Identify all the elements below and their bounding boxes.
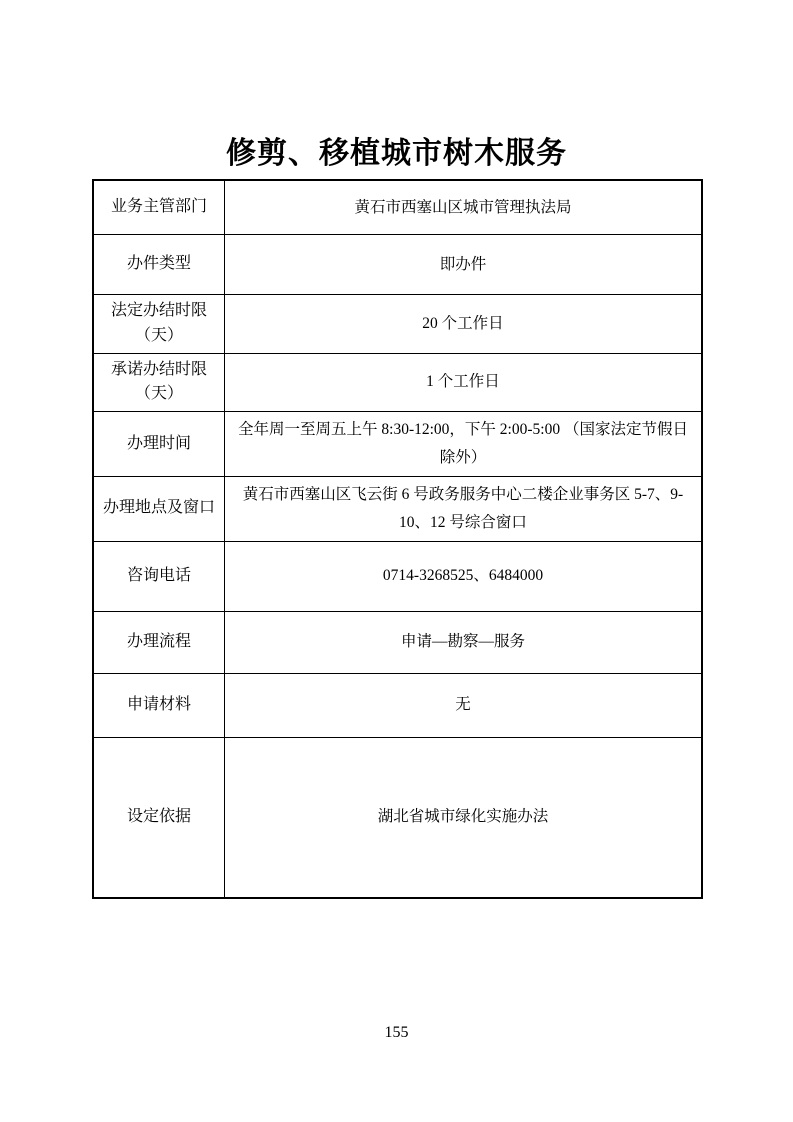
row-label: 办理时间	[94, 412, 225, 476]
row-label: 办理流程	[94, 612, 225, 673]
table-row	[94, 673, 701, 737]
row-value: 黄石市西塞山区城市管理执法局	[354, 198, 572, 216]
row-label: 办件类型	[94, 235, 225, 294]
row-label: 办理地点及窗口	[94, 477, 225, 541]
table-row	[94, 234, 701, 294]
page-title: 修剪、移植城市树木服务	[226, 137, 567, 170]
row-value: 0714-3268525、6484000	[382, 567, 544, 585]
row-value: 20 个工作日	[422, 314, 504, 332]
row-label: 承诺办结时限（天）	[94, 354, 225, 412]
row-label: 业务主管部门	[94, 181, 225, 234]
table-row	[94, 737, 701, 897]
row-label: 咨询电话	[94, 542, 225, 611]
row-value: 即办件	[439, 255, 487, 273]
row-value: 黄石市西塞山区飞云街 6 号政务服务中心二楼企业事务区 5-7、9-10、12 号综合窗口	[242, 485, 684, 531]
row-value: 全年周一至周五上午 8:30-12:00，下午 2:00-5:00 （国家法定节假日除外）	[238, 421, 688, 467]
table-row	[94, 476, 701, 541]
table-row	[94, 181, 701, 234]
row-value: 1 个工作日	[426, 373, 500, 391]
row-value: 湖北省城市绿化实施办法	[377, 808, 549, 826]
table-row	[94, 541, 701, 611]
row-value: 申请—勘察—服务	[400, 633, 525, 651]
table-row	[94, 353, 701, 412]
row-value: 无	[455, 696, 471, 714]
table-row	[94, 411, 701, 476]
row-label: 申请材料	[94, 674, 225, 737]
page-number: 155	[384, 1024, 409, 1041]
row-label: 法定办结时限（天）	[94, 295, 225, 353]
service-info-table	[92, 179, 703, 899]
table-row	[94, 294, 701, 353]
table-row	[94, 611, 701, 673]
row-label: 设定依据	[94, 738, 225, 897]
